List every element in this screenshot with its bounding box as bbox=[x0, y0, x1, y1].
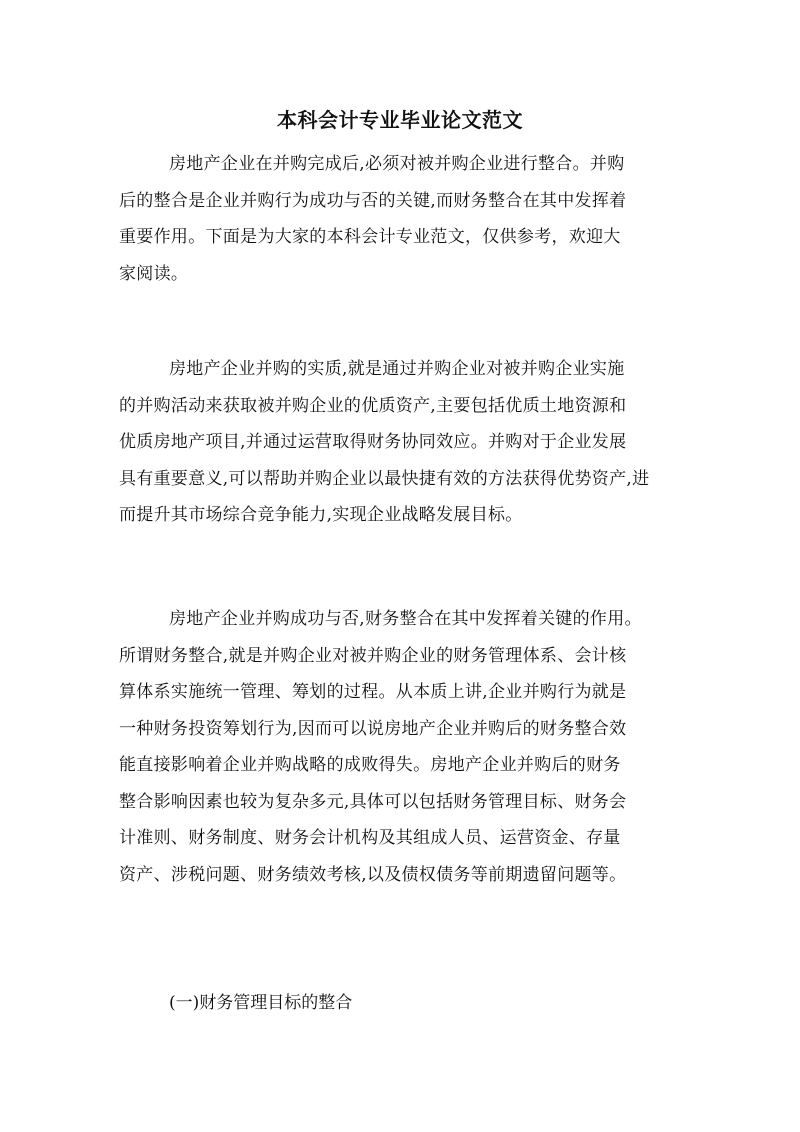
document-title: 本科会计专业毕业论文范文 bbox=[277, 108, 523, 132]
section-heading: (一)财务管理目标的整合 bbox=[169, 993, 353, 1013]
paragraph-line: 房地产企业并购的实质,就是通过并购企业对被并购企业实施 bbox=[169, 359, 625, 379]
paragraph-line: 资产、涉税问题、财务绩效考核,以及债权债务等前期遗留问题等。 bbox=[119, 864, 627, 885]
paragraph-essence bbox=[119, 351, 704, 534]
paragraph-line: 家阅读。 bbox=[119, 263, 189, 284]
paragraph-line: 重要作用。下面是为大家的本科会计专业范文，仅供参考，欢迎大 bbox=[119, 227, 621, 247]
paragraph-line: 能直接影响着企业并购战略的成败得失。房地产企业并购后的财务 bbox=[119, 755, 621, 775]
paragraph-line: 房地产企业在并购完成后,必须对被并购企业进行整合。并购 bbox=[169, 154, 625, 174]
paragraph-line: 后的整合是企业并购行为成功与否的关键,而财务整合在其中发挥着 bbox=[119, 190, 627, 211]
paragraph-financial-integration bbox=[119, 601, 704, 893]
paragraph-line: 一种财务投资筹划行为,因而可以说房地产企业并购后的财务整合效 bbox=[119, 718, 627, 739]
paragraph-line: 算体系实施统一管理、筹划的过程。从本质上讲,企业并购行为就是 bbox=[119, 682, 627, 702]
paragraph-line: 所谓财务整合,就是并购企业对被并购企业的财务管理体系、会计核 bbox=[119, 645, 627, 666]
paragraph-line: 的并购活动来获取被并购企业的优质资产,主要包括优质土地资源和 bbox=[119, 395, 627, 416]
paragraph-line: 计准则、财务制度、财务会计机构及其组成人员、运营资金、存量 bbox=[119, 828, 621, 848]
paragraph-line: 优质房地产项目,并通过运营取得财务协同效应。并购对于企业发展 bbox=[119, 432, 627, 452]
paragraph-intro bbox=[119, 146, 704, 292]
paragraph-line: 整合影响因素也较为复杂多元,具体可以包括财务管理目标、财务会 bbox=[119, 791, 627, 812]
paragraph-line: 具有重要意义,可以帮助并购企业以最快捷有效的方法获得优势资产,进 bbox=[119, 468, 650, 489]
paragraph-line: 而提升其市场综合竞争能力,实现企业战略发展目标。 bbox=[119, 505, 523, 525]
paragraph-line: 房地产企业并购成功与否,财务整合在其中发挥着关键的作用。 bbox=[169, 609, 642, 629]
